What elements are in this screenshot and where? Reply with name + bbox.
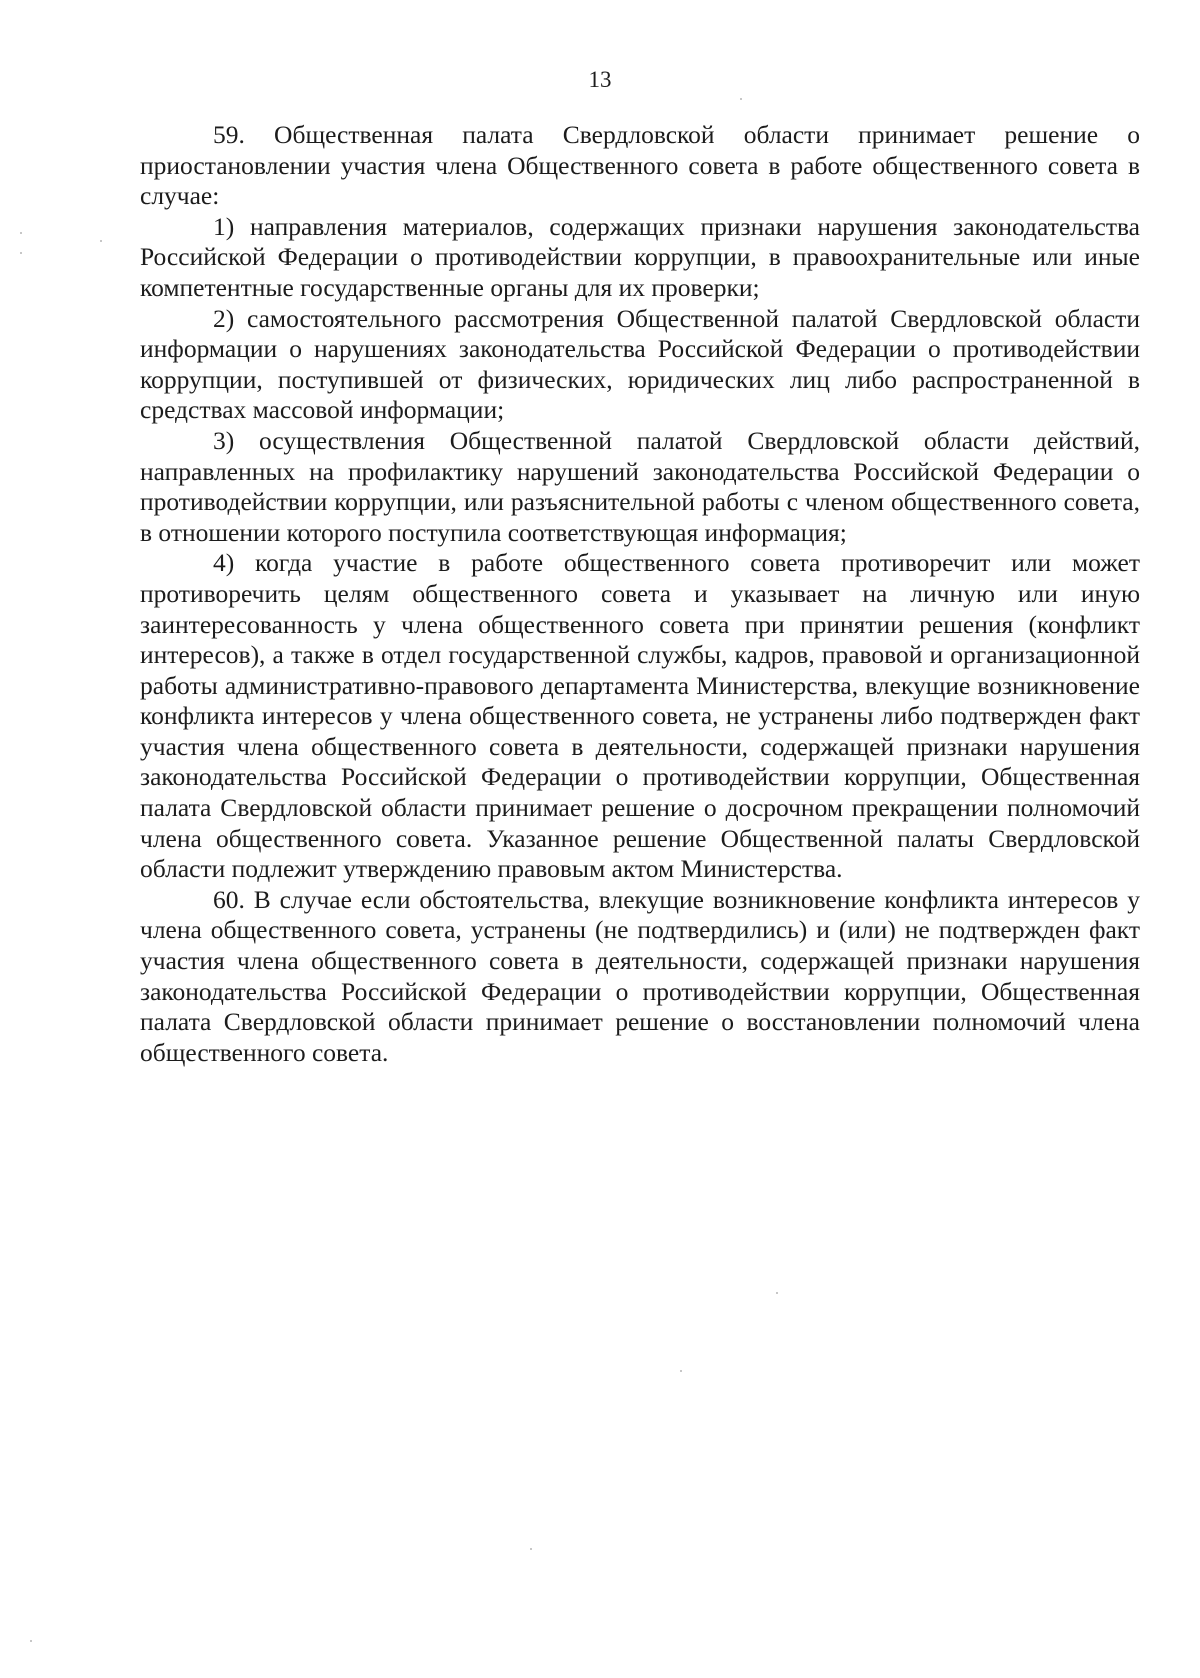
paragraph-59-item-3: 3) осуществления Общественной палатой Свердловской области действий, направленных на профилактику нарушений законодательства Российской Федерации о противодействии коррупции, или разъяснительной работы с членом общественного совета, в отношении которого поступила соответствующая информация; <box>140 425 1140 547</box>
scan-speck <box>740 98 742 100</box>
paragraph-60: 60. В случае если обстоятельства, влекущие возникновение конфликта интересов у члена общественного совета, устранены (не подтвердились) и (или) не подтвержден факт участия члена общественного совета в деятельности, содержащей признаки нарушения законодательства Российской Федерации о противодействии коррупции, Общественная палата Свердловской области принимает решение о восстановлении полномочий члена общественного совета. <box>140 884 1140 1067</box>
scan-speck <box>680 1370 682 1372</box>
scan-speck <box>30 1640 32 1642</box>
page-number: 13 <box>588 67 612 92</box>
scan-speck <box>20 232 22 234</box>
paragraph-59: 59. Общественная палата Свердловской области принимает решение о приостановлении участия члена Общественного совета в работе общественного совета в случае: <box>140 120 1140 211</box>
scan-speck <box>776 1292 778 1294</box>
scan-speck <box>100 240 102 242</box>
scan-speck <box>20 252 22 254</box>
paragraph-59-item-4: 4) когда участие в работе общественного совета противоречит или может противоречить целям общественного совета и указывает на личную или иную заинтересованность у члена общественного совета при принятии решения (конфликт интересов), а также в отдел государственной службы, кадров, правовой и организационной работы административно-правового департамента Министерства, влекущие возникновение конфликта интересов у члена общественного совета, не устранены либо подтвержден факт участия члена общественного совета в деятельности, содержащей признаки нарушения законодательства Российской Федерации о противодействии коррупции, Общественная палата Свердловской области принимает решение о досрочном прекращении полномочий члена общественного совета. Указанное решение Общественной палаты Свердловской области подлежит утверждению правовым актом Министерства. <box>140 548 1140 884</box>
scan-speck <box>530 1548 532 1550</box>
document-body <box>140 120 1140 1068</box>
paragraph-59-item-2: 2) самостоятельного рассмотрения Общественной палатой Свердловской области информации о нарушениях законодательства Российской Федерации о противодействии коррупции, поступившей от физических, юридических лиц либо распространенной в средствах массовой информации; <box>140 303 1140 425</box>
paragraph-59-item-1: 1) направления материалов, содержащих признаки нарушения законодательства Российской Федерации о противодействии коррупции, в правоохранительные или иные компетентные государственные органы для их проверки; <box>140 211 1140 302</box>
